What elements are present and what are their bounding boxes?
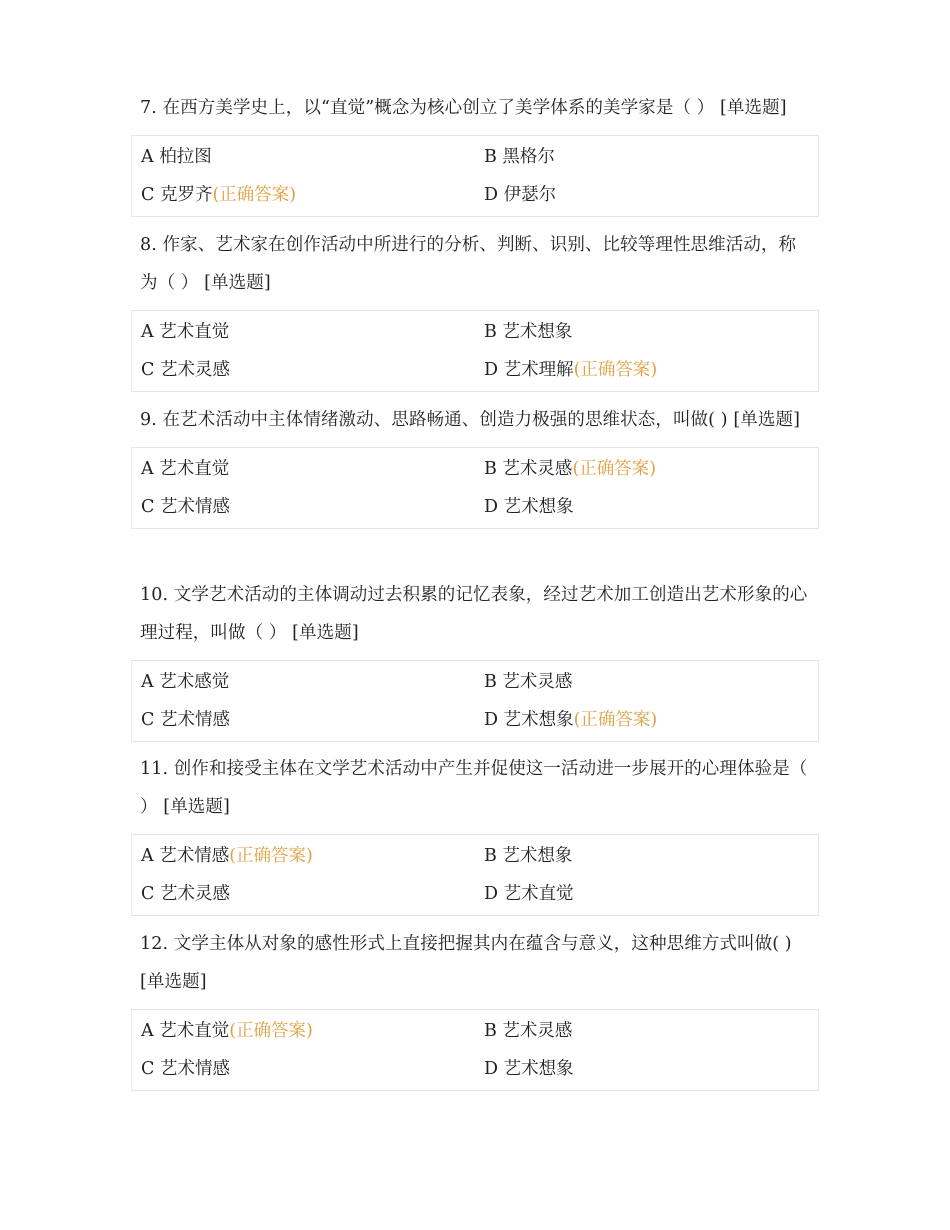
options-box bbox=[131, 310, 819, 392]
option-a[interactable] bbox=[132, 450, 475, 488]
correct-answer-tag: (正确答案) bbox=[573, 360, 658, 380]
option-b[interactable] bbox=[475, 138, 818, 176]
option-d[interactable] bbox=[475, 488, 818, 526]
question-text: 8. 作家、艺术家在创作活动中所进行的分析、判断、识别、比较等理性思维活动，称为（ ） [单选题] bbox=[140, 235, 797, 293]
option-label: A 艺术直觉 bbox=[141, 459, 230, 479]
question-7 bbox=[131, 89, 819, 217]
option-b[interactable] bbox=[475, 313, 818, 351]
option-c[interactable] bbox=[132, 875, 475, 913]
option-d[interactable] bbox=[475, 1050, 818, 1088]
option-label: D 艺术想象 bbox=[484, 1059, 574, 1079]
option-label: C 艺术情感 bbox=[141, 710, 230, 730]
options-box bbox=[131, 1009, 819, 1091]
options-box bbox=[131, 447, 819, 529]
option-c[interactable] bbox=[132, 176, 475, 214]
option-c[interactable] bbox=[132, 701, 475, 739]
option-label: B 艺术灵感 bbox=[484, 459, 573, 479]
option-d[interactable] bbox=[475, 875, 818, 913]
question-text: 9. 在艺术活动中主体情绪激动、思路畅通、创造力极强的思维状态，叫做( ) [单选题] bbox=[140, 410, 800, 430]
option-label: A 艺术直觉 bbox=[141, 322, 230, 342]
correct-answer-tag: (正确答案) bbox=[229, 846, 313, 866]
option-label: D 艺术想象 bbox=[484, 710, 574, 730]
options-box bbox=[131, 135, 819, 217]
question-text: 10. 文学艺术活动的主体调动过去积累的记忆表象，经过艺术加工创造出艺术形象的心理过程，叫做（ ） [单选题] bbox=[140, 585, 808, 643]
question-10 bbox=[131, 576, 819, 742]
question-11 bbox=[131, 750, 819, 916]
option-label: B 艺术灵感 bbox=[484, 672, 573, 692]
question-12 bbox=[131, 925, 819, 1091]
option-b[interactable] bbox=[475, 663, 818, 701]
option-label: C 艺术情感 bbox=[141, 497, 230, 517]
option-a[interactable] bbox=[132, 138, 475, 176]
option-c[interactable] bbox=[132, 351, 475, 389]
option-b[interactable] bbox=[475, 837, 818, 875]
option-b[interactable] bbox=[475, 450, 818, 488]
option-label: B 艺术想象 bbox=[484, 846, 573, 866]
option-a[interactable] bbox=[132, 1012, 475, 1050]
option-a[interactable] bbox=[132, 313, 475, 351]
option-label: D 艺术理解 bbox=[484, 360, 574, 380]
correct-answer-tag: (正确答案) bbox=[212, 185, 297, 205]
option-d[interactable] bbox=[475, 701, 818, 739]
option-label: C 艺术灵感 bbox=[141, 884, 230, 904]
correct-answer-tag: (正确答案) bbox=[573, 710, 658, 730]
option-label: A 艺术直觉 bbox=[141, 1021, 230, 1041]
question-9 bbox=[131, 401, 819, 529]
correct-answer-tag: (正确答案) bbox=[229, 1021, 313, 1041]
correct-answer-tag: (正确答案) bbox=[572, 459, 657, 479]
option-label: D 艺术直觉 bbox=[484, 884, 574, 904]
option-label: A 柏拉图 bbox=[141, 147, 212, 167]
question-text: 11. 创作和接受主体在文学艺术活动中产生并促使这一活动进一步展开的心理体验是（ ） [单选题] bbox=[140, 759, 808, 817]
option-label: D 艺术想象 bbox=[484, 497, 574, 517]
option-c[interactable] bbox=[132, 1050, 475, 1088]
option-label: A 艺术情感 bbox=[141, 846, 230, 866]
option-label: C 艺术情感 bbox=[141, 1059, 230, 1079]
question-text: 7. 在西方美学史上，以“直觉”概念为核心创立了美学体系的美学家是（ ） [单选题] bbox=[140, 98, 787, 118]
option-label: B 黑格尔 bbox=[484, 147, 555, 167]
option-label: A 艺术感觉 bbox=[141, 672, 230, 692]
option-a[interactable] bbox=[132, 663, 475, 701]
option-b[interactable] bbox=[475, 1012, 818, 1050]
option-label: C 艺术灵感 bbox=[141, 360, 230, 380]
option-label: B 艺术想象 bbox=[484, 322, 573, 342]
option-c[interactable] bbox=[132, 488, 475, 526]
question-8 bbox=[131, 226, 819, 392]
option-label: C 克罗齐 bbox=[141, 185, 213, 205]
option-a[interactable] bbox=[132, 837, 475, 875]
question-text: 12. 文学主体从对象的感性形式上直接把握其内在蕴含与意义，这种思维方式叫做( ) [单选题] bbox=[140, 934, 792, 992]
option-d[interactable] bbox=[475, 351, 818, 389]
option-d[interactable] bbox=[475, 176, 818, 214]
options-box bbox=[131, 660, 819, 742]
options-box bbox=[131, 834, 819, 916]
option-label: B 艺术灵感 bbox=[484, 1021, 573, 1041]
option-label: D 伊瑟尔 bbox=[484, 185, 557, 205]
